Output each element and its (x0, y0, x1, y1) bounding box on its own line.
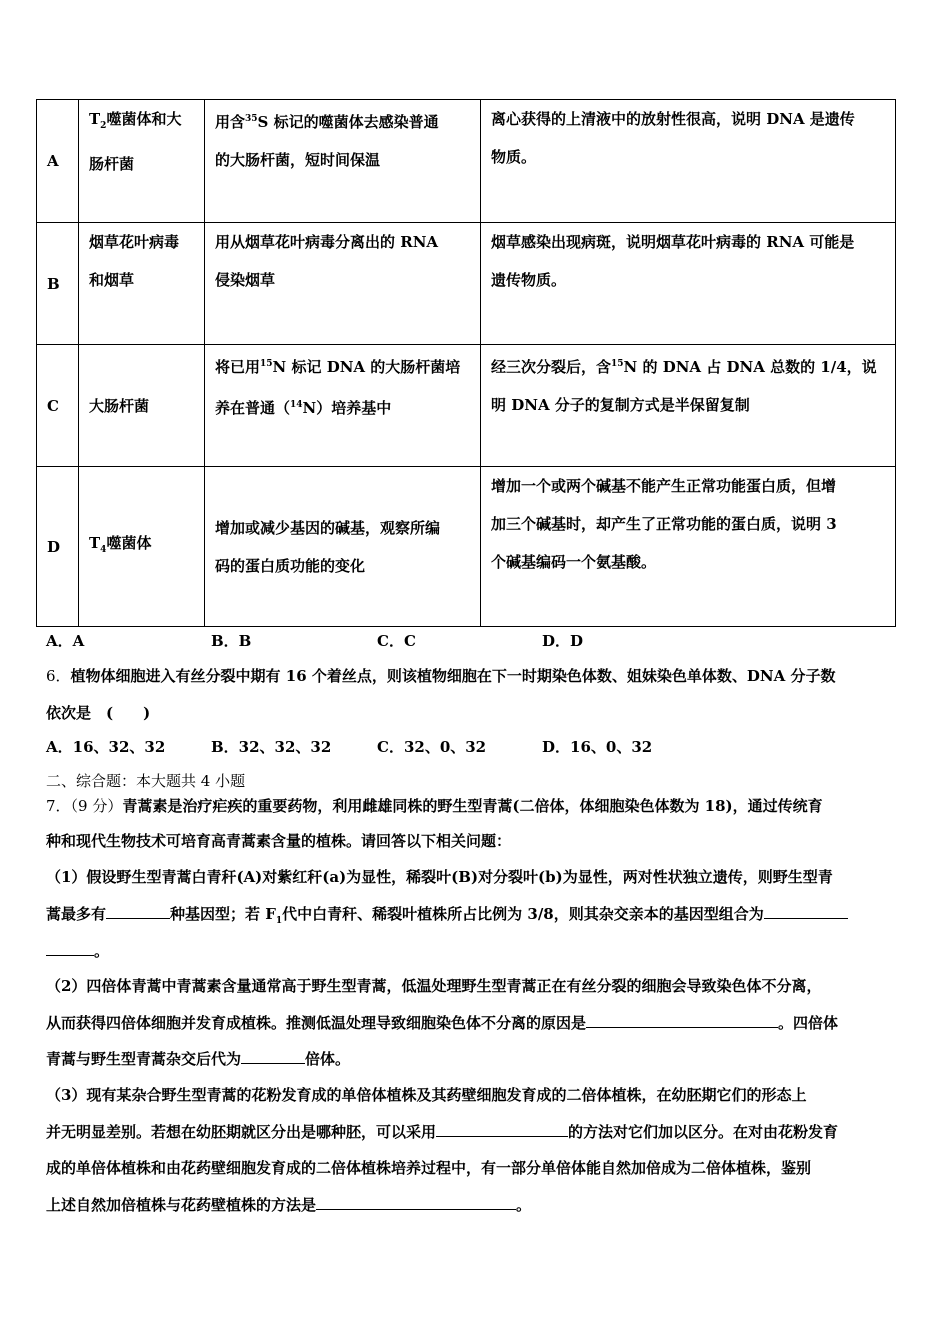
procedure-cell: 将已用$^{15}$N 标记 DNA 的大肠杆菌培 养在普通（$^{14}$N）培养基中 (205, 345, 481, 467)
q7-part1-line3: 。 (46, 940, 109, 961)
row-label: A (37, 100, 79, 223)
q7-part1-line2: 蒿最多有 种基因型；若 $F_1$代中白青秆、稀裂叶植株所占比例为 3/8，则其杂交亲本的基因型组合为 (46, 903, 848, 926)
conclusion-cell: 烟草感染出现病斑，说明烟草花叶病毒的 RNA 可能是 遗传物质。 (481, 223, 896, 345)
answer-blank[interactable] (586, 1013, 778, 1028)
option-c[interactable]: C．32、0、32 (377, 738, 487, 756)
row-label: B (37, 223, 79, 345)
procedure-cell: 增加或减少基因的碱基，观察所编 码的蛋白质功能的变化 (205, 467, 481, 627)
table-row (37, 100, 896, 223)
q6-stem-line1: 6．植物体细胞进入有丝分裂中期有 16 个着丝点，则该植物细胞在下一时期染色体数、姐妹染色单体数、DNA 分子数 (46, 667, 836, 685)
answer-blank[interactable] (436, 1122, 568, 1137)
q7-part2-line3: 青蒿与野生型青蒿杂交后代为 倍体。 (46, 1050, 351, 1068)
table-row (37, 345, 896, 467)
procedure-cell: 用含$^{35}$S 标记的噬菌体去感染普通 的大肠杆菌，短时间保温 (205, 100, 481, 223)
q7-part2-line2: 从而获得四倍体细胞并发育成植株。推测低温处理导致细胞染色体不分离的原因是 。四倍体 (46, 1014, 839, 1032)
section-heading: 二、综合题：本大题共 4 小题 (46, 772, 246, 790)
option-d[interactable]: D．D (542, 632, 584, 650)
conclusion-cell: 经三次分裂后，含$^{15}$N 的 DNA 占 DNA 总数的 1/4，说 明 DNA 分子的复制方式是半保留复制 (481, 345, 896, 467)
experiment-table (36, 99, 896, 627)
q7-intro-line1: 7．（9 分）青蒿素是治疗疟疾的重要药物，利用雌雄同株的野生型青蒿(二倍体，体细胞染色体数为 18)，通过传统育 (46, 797, 823, 815)
material-cell: 烟草花叶病毒 和烟草 (79, 223, 205, 345)
material-cell: $T_4$噬菌体 (79, 467, 205, 627)
material-cell: 大肠杆菌 (79, 345, 205, 467)
option-c[interactable]: C．C (377, 632, 416, 650)
row-label: D (37, 467, 79, 627)
option-a[interactable]: A．A (46, 632, 85, 650)
answer-blank[interactable] (106, 904, 170, 919)
option-b[interactable]: B．B (211, 632, 252, 650)
option-d[interactable]: D．16、0、32 (542, 738, 653, 756)
q7-part3-line4: 上述自然加倍植株与花药壁植株的方法是 。 (46, 1196, 532, 1214)
answer-blank[interactable] (241, 1049, 305, 1064)
q6-stem-line2: 依次是 ( ) (46, 704, 151, 722)
q7-part3-line2: 并无明显差别。若想在幼胚期就区分出是哪种胚，可以采用 的方法对它们加以区分。在对由花粉发育 (46, 1123, 839, 1141)
table-row (37, 223, 896, 345)
answer-blank[interactable] (316, 1195, 516, 1210)
q7-part3-line1: （3）现有某杂合野生型青蒿的花粉发育成的单倍体植株及其药壁细胞发育成的二倍体植株，在幼胚期它们的形态上 (46, 1086, 807, 1104)
q7-part1-line1: （1）假设野生型青蒿白青秆(A)对紫红秆(a)为显性，稀裂叶(B)对分裂叶(b)为显性，两对性状独立遗传，则野生型青 (46, 868, 833, 886)
answer-blank[interactable] (46, 941, 94, 956)
conclusion-cell: 增加一个或两个碱基不能产生正常功能蛋白质，但增 加三个碱基时，却产生了正常功能的蛋白质，说明 3 个碱基编码一个氨基酸。 (481, 467, 896, 627)
option-b[interactable]: B．32、32、32 (211, 738, 332, 756)
procedure-cell: 用从烟草花叶病毒分离出的 RNA 侵染烟草 (205, 223, 481, 345)
row-label: C (37, 345, 79, 467)
q7-part2-line1: （2）四倍体青蒿中青蒿素含量通常高于野生型青蒿，低温处理野生型青蒿正在有丝分裂的细胞会导致染色体不分离， (46, 977, 822, 995)
answer-blank[interactable] (764, 904, 848, 919)
option-a[interactable]: A．16、32、32 (46, 738, 166, 756)
material-cell: $T_2$噬菌体和大 肠杆菌 (79, 100, 205, 223)
table-row (37, 467, 896, 627)
conclusion-cell: 离心获得的上清液中的放射性很高，说明 DNA 是遗传 物质。 (481, 100, 896, 223)
q7-intro-line2: 种和现代生物技术可培育高青蒿素含量的植株。请回答以下相关问题： (46, 832, 512, 850)
q7-part3-line3: 成的单倍体植株和由花药壁细胞发育成的二倍体植株培养过程中，有一部分单倍体能自然加倍成为二倍体植株，鉴别 (46, 1159, 812, 1177)
